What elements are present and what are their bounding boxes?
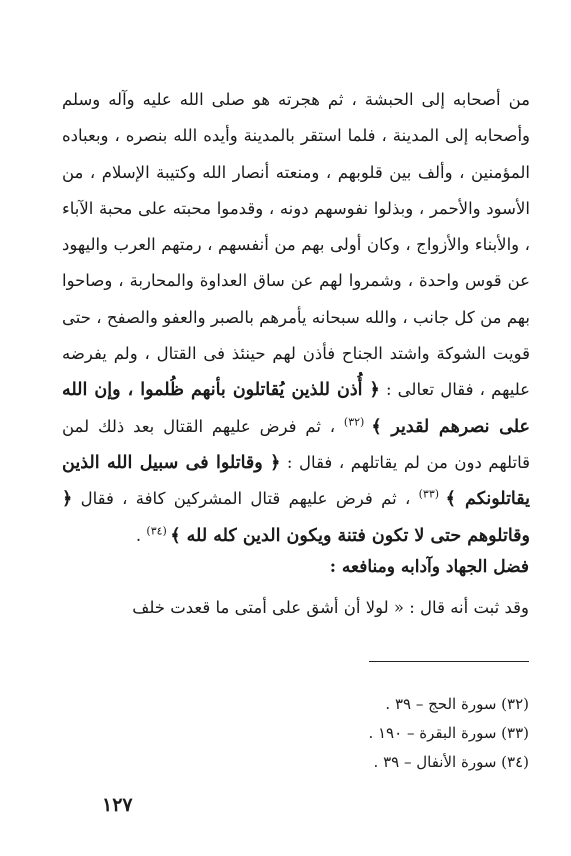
footnote-marker: (٣٤) (146, 524, 171, 538)
body-text-segment: ، ثم فرض عليهم قتال المشركين كافة ، فقال (72, 489, 419, 509)
footnote-34: (٣٤) سورة الأنفال – ٣٩ . (373, 753, 529, 771)
footnote-separator (369, 661, 529, 662)
body-text-segment: . (135, 525, 147, 545)
body-text-segment: من أصحابه إلى الحبشة ، ثم هجرته هو صلى الله عليه وآله وسلم وأصحابه إلى المدينة ، فلما استقر بالمدينة وأيده الله بنصره ، وبعباده المؤمنين ، وألف بين قلوبهم ، ومنعته أنصار الله وكتيبة الإسلام ، من الأسود والأحمر ، وبذلوا نفوسهم دونه ، وقدموا محبته على محبة الآباء ، والأبناء والأزواج ، وكان أولى بهم من أنفسهم ، رمتهم العرب واليهود عن قوس واحدة ، وشمروا لهم عن ساق العداوة والمحاربة ، وصاحوا بهم من كل جانب ، والله سبحانه يأمرهم بالصبر والعفو والصفح ، حتى قويت الشوكة واشتد الجناح فأذن لهم حينئذ فى القتال ، ولم يفرضه عليهم ، فقال تعالى : (62, 90, 531, 400)
footnote-32: (٣٢) سورة الحج – ٣٩ . (385, 695, 529, 713)
footnote-marker: (٣٢) (343, 415, 372, 429)
quran-verse: ﴿ أُذن للذين يُقاتلون بأنهم ظُلموا ، وإن الله على نصرهم لقدير ﴾ (62, 380, 530, 437)
footnote-marker: (٣٣) (418, 487, 446, 501)
section-first-line: وقد ثبت أنه قال : « لولا أن أشق على أمتى ما قعدت خلف (132, 598, 529, 617)
section-heading: فضل الجهاد وآدابه ومنافعه : (329, 557, 529, 577)
quran-verse: ﴿ وقاتلوهم حتى لا تكون فتنة ويكون الدين كله لله ﴾ (62, 489, 530, 546)
footnote-33: (٣٣) سورة البقرة – ١٩٠ . (368, 724, 529, 742)
quran-verse: ﴿ وقاتلوا فى سبيل الله الذين يقاتلونكم ﴾ (62, 452, 530, 510)
page-number: ١٢٧ (102, 794, 133, 816)
main-paragraph (62, 82, 530, 554)
body-text-segment: ، ثم فرض عليهم القتال بعد ذلك لمن قاتلهم دون من لم يقاتلهم ، فقال : (62, 416, 530, 472)
footnotes-list (229, 690, 529, 777)
